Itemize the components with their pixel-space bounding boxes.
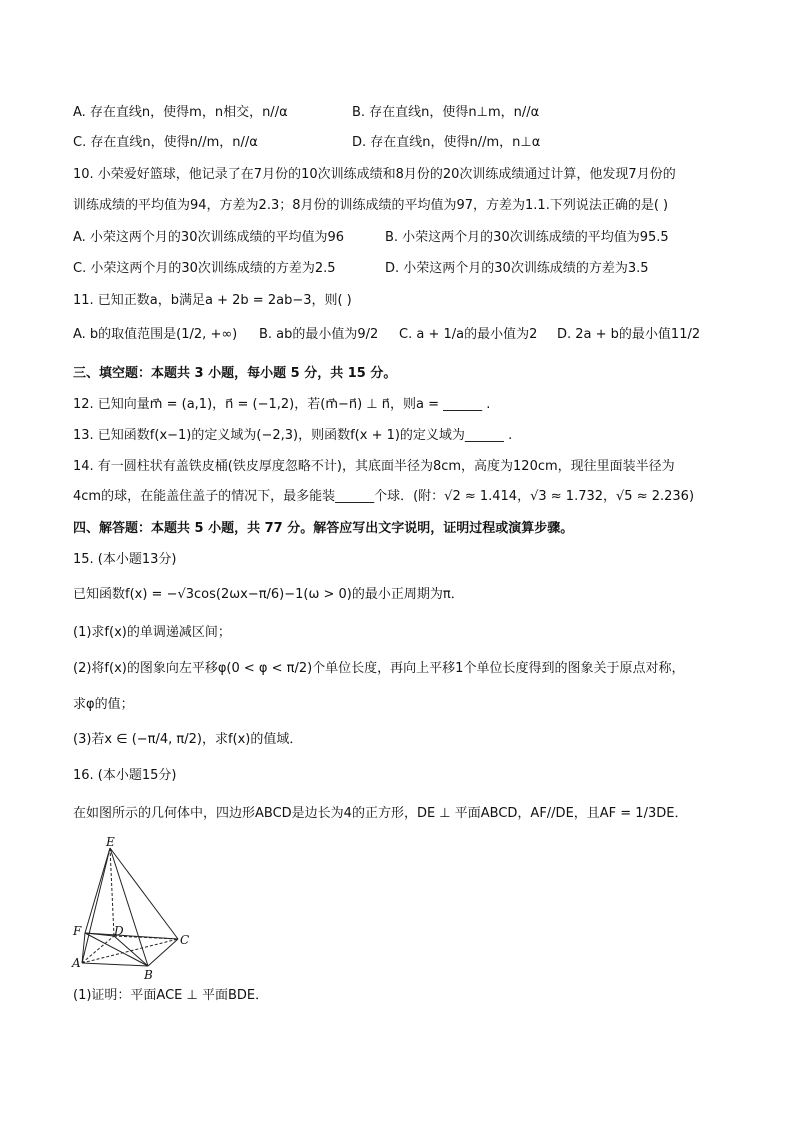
figure-label-d: D: [114, 924, 124, 938]
q14-line1: 14. 有一圆柱状有盖铁皮桶(铁皮厚度忽略不计)，其底面半径为8cm，高度为120cm，现往里面装半径为: [73, 459, 675, 474]
q10-option-b: B. 小荣这两个月的30次训练成绩的平均值为95.5: [385, 230, 669, 245]
q11-option-b: B. ab的最小值为9/2: [259, 327, 379, 342]
q10-option-d: D. 小荣这两个月的30次训练成绩的方差为3.5: [385, 261, 649, 276]
q11-option-c: C. a + 1/a的最小值为2: [399, 327, 538, 342]
q11-option-d: D. 2a + b的最小值11/2: [557, 327, 701, 342]
q15-part2b: 求φ的值；: [73, 697, 134, 712]
q16-part1: (1)证明：平面ACE ⊥ 平面BDE．: [73, 988, 269, 1003]
q10-stem-line1: 10. 小荣爱好篮球，他记录了在7月份的10次训练成绩和8月份的20次训练成绩通过计算，他发现7月份的: [73, 167, 676, 182]
figure-label-f: F: [73, 924, 82, 938]
geometry-figure: [70, 836, 195, 981]
q9-option-c: C. 存在直线n，使得n//m，n//α: [73, 135, 258, 150]
figure-label-c: C: [180, 933, 190, 947]
section-solution-heading: 四、解答题：本题共 5 小题，共 77 分。解答应写出文字说明，证明过程或演算步骤。: [73, 521, 574, 536]
section-fill-in-heading: 三、填空题：本题共 3 小题，每小题 5 分，共 15 分。: [73, 366, 397, 381]
q9-option-b: B. 存在直线n，使得n⊥m，n//α: [352, 105, 540, 120]
q15-part3: (3)若x ∈ (−π/4, π/2)，求f(x)的值域．: [73, 732, 303, 747]
figure-label-e: E: [106, 836, 115, 849]
q16-title: 16. (本小题15分): [73, 768, 177, 783]
q16-stem: 在如图所示的几何体中，四边形ABCD是边长为4的正方形，DE ⊥ 平面ABCD，AF//DE，且AF = 1/3DE．: [73, 806, 688, 821]
figure-label-a: A: [72, 956, 81, 970]
q11-option-a: A. b的取值范围是(1/2, +∞): [73, 327, 238, 342]
q10-stem-line2: 训练成绩的平均值为94，方差为2.3；8月份的训练成绩的平均值为97，方差为1.1.下列说法正确的是( ): [73, 198, 669, 213]
q12: 12. 已知向量m⃗ = (a,1)，n⃗ = (−1,2)，若(m⃗−n⃗) ⊥ n⃗，则a = ______ .: [73, 397, 491, 412]
q10-option-c: C. 小荣这两个月的30次训练成绩的方差为2.5: [73, 261, 336, 276]
q15-part2a: (2)将f(x)的图象向左平移φ(0 < φ < π/2)个单位长度，再向上平移1个单位长度得到的图象关于原点对称，: [73, 661, 685, 676]
q9-option-d: D. 存在直线n，使得n//m，n⊥α: [352, 135, 541, 150]
q11-stem: 11. 已知正数a，b满足a + 2b = 2ab−3，则( ): [73, 293, 352, 308]
q15-title: 15. (本小题13分): [73, 552, 177, 567]
q10-option-a: A. 小荣这两个月的30次训练成绩的平均值为96: [73, 230, 345, 245]
q15-part1: (1)求f(x)的单调递减区间；: [73, 625, 231, 640]
q9-option-a: A. 存在直线n，使得m，n相交，n//α: [73, 105, 288, 120]
q13: 13. 已知函数f(x−1)的定义域为(−2,3)，则函数f(x + 1)的定义域为______ .: [73, 428, 513, 443]
figure-label-b: B: [144, 968, 153, 981]
q14-line2: 4cm的球，在能盖住盖子的情况下，最多能装______个球．(附：√2 ≈ 1.414，√3 ≈ 1.732，√5 ≈ 2.236): [73, 489, 695, 504]
q15-stem: 已知函数f(x) = −√3cos(2ωx−π/6)−1(ω > 0)的最小正周期为π．: [73, 587, 464, 602]
